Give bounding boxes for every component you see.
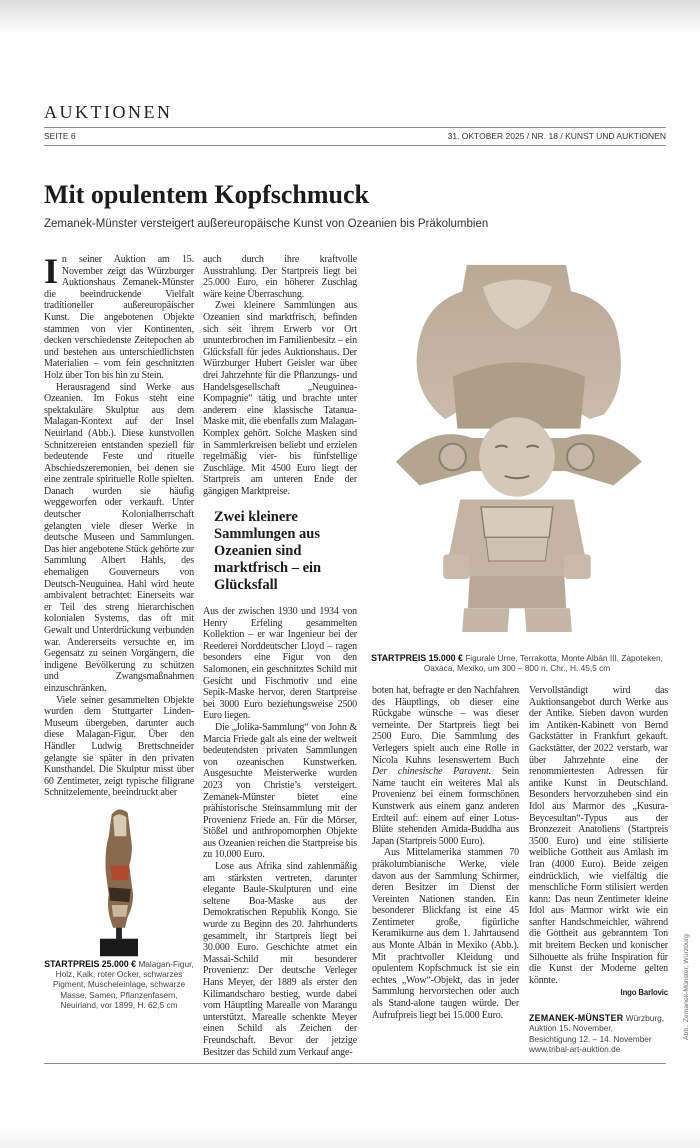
info-line [529, 1013, 668, 1023]
paragraph: auch durch ihre kraftvolle Ausstrahlung. Der Startpreis liegt bei 25.000 Euro, ein höherer Zuschlag wäre keine Überraschung. [203, 254, 357, 300]
dropcap: I [44, 251, 58, 291]
zapotec-urn-image [377, 250, 657, 645]
paragraph: Die „Jolika-Sammlung“ von John & Marcia Friede galt als eine der weltweit bedeutendsten privaten Sammlungen von ozeanischen Kunstwerken. Ausgesuchte Meisterwerke wurden 2023 von Christie’s versteigert. Zemanek-Münster bietet eine prähistorische Steinsammlung mit der Provenienz Friede an. Für die Mörser, Stößel und anthropomorphen Objekte aus Ozeanien reichen die Startpreise bis zu 10.000 Euro. [203, 721, 357, 861]
issue-info: 31. OKTOBER 2025 / NR. 18 / KUNST UND AUKTIONEN [447, 131, 666, 141]
header-rule-lower [44, 145, 666, 146]
column-4-stack [529, 685, 668, 1055]
image-base [100, 939, 138, 957]
header-rule [44, 127, 666, 128]
caption-malagan [44, 959, 194, 1010]
article-column-1 [44, 251, 194, 799]
urn-right-hand [564, 554, 590, 579]
page-bottom-shadow [0, 1130, 700, 1148]
headline: Mit opulentem Kopfschmuck [44, 180, 369, 209]
auction-website-link[interactable]: www.tribal-art-auktion.de [529, 1044, 621, 1055]
article-column-2-top [203, 254, 357, 497]
paragraph: Viele seiner gesammelten Objekte wurden dem Stuttgarter Linden-Museum übergeben, darunter auch diese Malagan-Figur. Über den Händler Ludwig Brettschneider gelangte sie später in den privaten Kunsthandel. Die Skulptur misst über 60 Zentimeter, zeigt typische filigrane Schnitzelemente, beeindruckt aber [44, 694, 194, 799]
urn-feet [462, 608, 572, 632]
footer-rule [44, 1063, 666, 1064]
paragraph: Vervollständigt wird das Auktionsangebot durch Werke aus der Antike. Sieben davon wurden im Antiken-Kabinett von Bernd Gackstätter in Frankfurt gekauft. Gackstätter, der 2022 verstarb, war über Jahrzehnte eine der renommiertesten Adressen für antike Kunst in Deutschland. Besonders hervorzuheben sind ein Idol aus Marmor des „Kusura-Beycesultan“-Typus aus der Bronzezeit Anatoliens (Startpreis 3500 Euro) und eine stilisierte weibliche Gottheit aus Amlash im Iran (4000 Euro). Beide zeigen eindrücklich, wie vielfältig die menschliche Form stilisiert werden kann: Das neun Zentimeter kleine Idol aus Marmor wirkt wie ein sanfter Handschmeichler, während die Gottheit aus gebranntem Ton mit breitem Becken und konischer Silhouette als frühe Inspiration für die Kunst der Moderne gelten könnte. [529, 685, 668, 986]
book-title: Der chinesische Paravent. [372, 766, 491, 778]
auction-info-box [529, 1013, 668, 1055]
author-byline: Ingo Barlovic [620, 988, 668, 998]
section-title: AUKTIONEN [44, 102, 173, 122]
paragraph: Aus der zwischen 1930 und 1934 von Henry Erfeling gesammelten Kollektion – er war Ingenieur bei der Reederei Norddeutscher Lloyd – ragen besonders eine Figur von den Salomonen, ein geschnitztes Schild mit Gesicht und Fischmotiv und eine Sepik-Maske hervor, deren Startpreise bei 3000 Euro beziehungsweise 2500 Euro liegen. [203, 606, 357, 722]
article-column-4 [529, 685, 668, 999]
paragraph: Aus Mittelamerika stammen 70 präkolumbianische Werke, viele davon aus der Sammlung Schirmer, deren Besitzer im Dienst der Vereinten Nationen standen. Ein besonderer Blickfang ist eine 45 Zentimeter große, figürliche Keramikurne aus dem 1. Jahrtausend aus Monte Albán in Mexiko (Abb.). Mit prachtvoller Kleidung und opulentem Kopfschmuck ist sie ein echtes „Wow“-Objekt, das in jeder Sammlung hervorstechen oder auch als Stand-alone taugen würde. Der Aufrufpreis liegt bei 15.000 Euro. [372, 847, 519, 1021]
urn-necklace [481, 507, 553, 537]
auction-house-name: ZEMANEK-MÜNSTER [529, 1013, 624, 1024]
paragraph-text: n seiner Auktion am 15. November zeigt das Würzburger Auktionshaus Zemanek-Münster die beeindruckende Vielfalt traditioneller außereuropäischer Kunst. Die angebotenen Objekte stammen von vier Kontinenten, decken verschiedenste Zeitepochen ab und bestehen aus unterschiedlichsten Materialien – vom fein geschnitzten Holz über Ton bis hin zu Stein. [44, 254, 194, 381]
caption-text: Malagan-Figur, Holz, Kalk, roter Ocker, schwarzes Pigment, Muscheleinlage, schwarze Masse, Samen, Pflanzenfasern, Neuirland, vor 1899, H. 62,5 cm [52, 958, 194, 1010]
column-1-stack [44, 251, 194, 1010]
urn-face [479, 417, 555, 496]
image-highlight [113, 814, 126, 836]
image-ochre [110, 865, 129, 880]
paragraph: Zwei kleinere Sammlungen aus Ozeanien sind marktfrisch, befinden sich seit ihrem Erwerb vor Ort ununterbrochen im Familienbesitz – ein Glücksfall für jedes Auktionshaus. Der Würzburger Hubert Geisler war über drei Jahrzehnte für die Pflanzungs- und Handelsgesellschaft „Neuguinea-Kompagnie“ tätig und brachte unter anderem eine klassische Tatanua-Maske mit, die ebenfalls zum Malagan-Komplex gehört. Solche Masken sind in Sammlerkreisen beliebt und erzielen regelmäßig vier- bis fünfstellige Zuschläge. Mit 4500 Euro liegt der Startpreis am unteren Ende der gängigen Marktpreise. [203, 300, 357, 497]
paragraph: Herausragend sind Werke aus Ozeanien. Im Fokus steht eine spektakuläre Skulptur aus dem Malagan-Kontext auf der Insel Neuirland (Abb.). Diese kunstvollen Schnitzereien entstanden speziell für bedeutende Feste und rituelle Abschiedszeremonien, bei denen sie eine zentrale spirituelle Rolle spielten. Danach wurden sie häufig weggeworfen oder verkauft. Unter deutscher Kolonialherrschaft gelangten viele dieser Werke in deutsche Museen und Sammlungen. Das hier angebotene Stück gehörte zur Sammlung Albert Hahls, des ehemaligen Gouverneurs von Deutsch-Neuguinea. Hahl wird heute ambivalent betrachtet: Einerseits war er Teil des streng hierarchischen kolonialen Systems, das oft mit Gewalt und Unterdrückung verbunden war. Andererseits versuchte er, im Gegensatz zu seinen Vorgängern, die indigene Bevölkerung zu schützen und Zwangsmaßnahmen einzuschränken. [44, 381, 194, 694]
paragraph [44, 251, 194, 382]
urn-left-hand [443, 554, 469, 579]
urn-figure [368, 250, 666, 673]
pull-quote: Zwei kleinere Sammlungen aus Ozeanien sind marktfrisch – ein Glücksfall [214, 509, 322, 593]
auction-city: Würzburg, [625, 1013, 665, 1024]
article-column-2-bottom [203, 606, 357, 1058]
page-top-shadow [0, 0, 700, 34]
urn-pectoral [486, 537, 548, 561]
paragraph-text: boten hat, befragte er den Nachfahren des Häuptlings, ob dieser eine Rückgabe wünsche – was dieser verneinte. Der Startpreis liegt bei 2500 Euro. Die Sammlung des Verlegers spielt auch eine Rolle in Nicola Kuhns lesenswertem Buch [372, 685, 519, 766]
auction-date: Auktion 15. November, [529, 1023, 613, 1034]
paragraph: Lose aus Afrika sind zahlenmäßig am stärksten vertreten, darunter elegante Baule-Skulpturen und eine seltene Boa-Maske aus der Demokratischen Republik Kongo. Sie wurde zu Beginn des 20. Jahrhunderts gesammelt, ihr Startpreis liegt bei 30.000 Euro. Geschichte atmet ein Massai-Schild mit besonderer Provenienz: Der deutsche Verleger Hans Meyer, der 1889 als erster den Kilimandscharo bestieg, wurde dabei vom Häuptling Marealle von Marangu unterstützt. Marealle schenkte Meyer einen Schild als Zeichen der Freundschaft. Bevor der jetzige Besitzer das Schild zum Verkauf ange- [203, 861, 357, 1058]
article-column-3 [372, 685, 519, 1021]
image-lime [112, 905, 128, 917]
caption-urn [368, 653, 666, 673]
image-credit: Abb.: Zemanek-Münster, Würzburg [683, 934, 690, 1040]
paragraph-text: Sein Name taucht ein weiteres Mal als Provenienz bei einem formschönen Kunstwerk aus einem ganz anderen Erdteil auf: einem auf einer Lotus-Blüte stehenden Amida-Buddha aus Japan (Startpreis 5000 Euro). [372, 766, 519, 847]
caption-price: STARTPREIS 25.000 € [44, 958, 137, 969]
paragraph [372, 685, 519, 847]
urn-skirt [468, 575, 566, 608]
urn-ear-spool-right [567, 444, 593, 470]
viewing-dates: Besichtigung 12. – 14. November [529, 1033, 652, 1044]
caption-price: STARTPREIS 15.000 € [371, 653, 463, 663]
page-number: SEITE 6 [44, 131, 76, 141]
subheadline: Zemanek-Münster versteigert außereuropäische Kunst von Ozeanien bis Präkolumbien [44, 218, 489, 230]
caption-text: Figurale Urne, Terrakotta, Monte Albán III, Zapoteken, Oaxaca, Mexiko, um 300 – 800 n. Chr., H. 45,5 cm [423, 653, 663, 674]
malagan-figure-image [83, 807, 155, 957]
urn-ear-spool-left [439, 444, 465, 470]
image-dark-band [109, 887, 131, 902]
